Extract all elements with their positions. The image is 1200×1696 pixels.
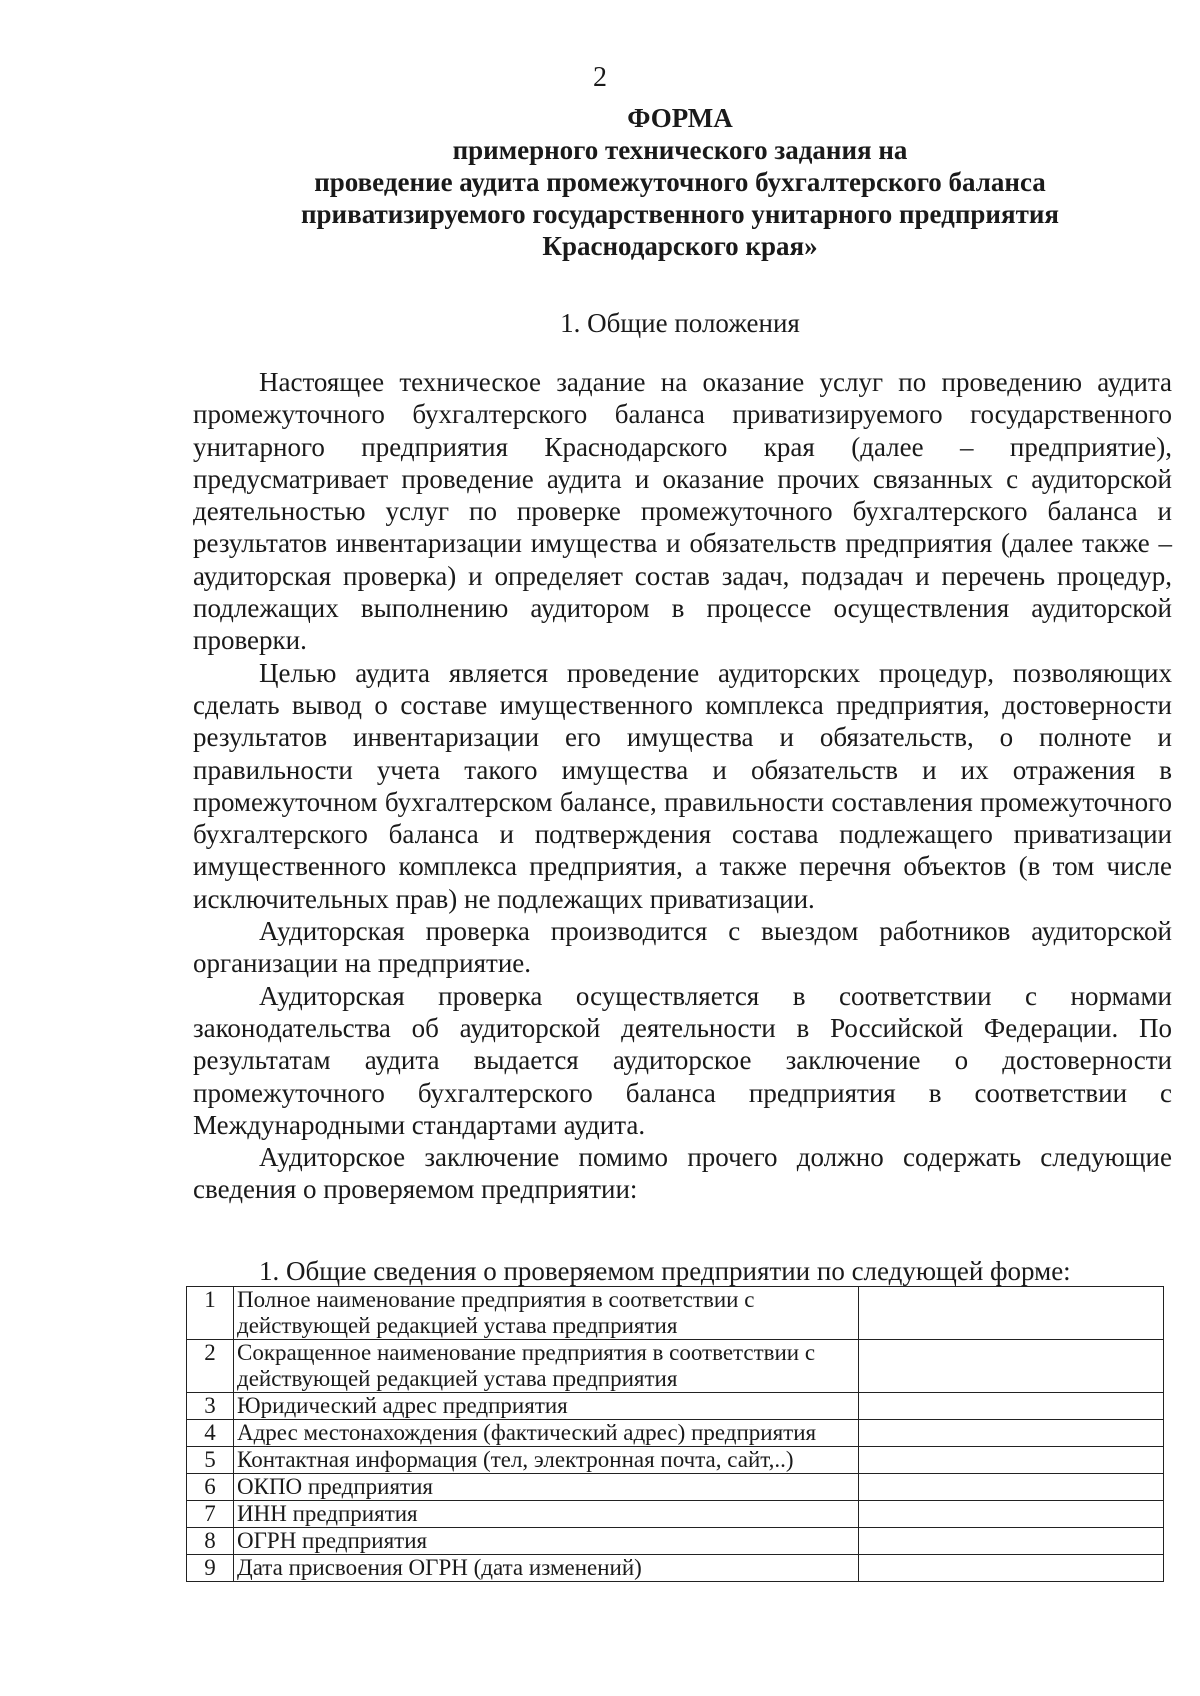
row-label: ОГРН предприятия [234, 1528, 859, 1555]
company-info-table [186, 1286, 1164, 1582]
table-row [187, 1555, 1164, 1582]
row-number: 2 [187, 1340, 234, 1393]
paragraph: Аудиторское заключение помимо прочего должно содержать следующие сведения о проверяемом предприятии: [193, 1142, 1172, 1205]
paragraph: Настоящее техническое задание на оказание услуг по проведению аудита промежуточного бухгалтерского баланса приватизируемого государственного унитарного предприятия Краснодарского края (далее – предприятие), предусматривает проведение аудита и оказание прочих связанных с аудиторской деятельностью услуг по проверке промежуточного бухгалтерского баланса и результатов инвентаризации имущества и обязательств предприятия (далее также – аудиторская проверка) и определяет состав задач, подзадач и перечень процедур, подлежащих выполнению аудитором в процессе осуществления аудиторской проверки. [193, 367, 1172, 656]
table-row [187, 1528, 1164, 1555]
table-row [187, 1447, 1164, 1474]
row-label: ОКПО предприятия [234, 1474, 859, 1501]
row-value [859, 1287, 1164, 1340]
row-value [859, 1340, 1164, 1393]
row-number: 6 [187, 1474, 234, 1501]
table-row [187, 1287, 1164, 1340]
table-row [187, 1420, 1164, 1447]
row-number: 3 [187, 1393, 234, 1420]
row-number: 5 [187, 1447, 234, 1474]
row-number: 1 [187, 1287, 234, 1340]
row-label: Юридический адрес предприятия [234, 1393, 859, 1420]
row-number: 9 [187, 1555, 234, 1582]
row-value [859, 1474, 1164, 1501]
row-value [859, 1501, 1164, 1528]
table-row [187, 1393, 1164, 1420]
row-label: Контактная информация (тел, электронная почта, сайт,..) [234, 1447, 859, 1474]
row-number: 7 [187, 1501, 234, 1528]
row-value [859, 1528, 1164, 1555]
row-value [859, 1447, 1164, 1474]
title-line-4: приватизируемого государственного унитарного предприятия [300, 199, 1060, 229]
row-label: Сокращенное наименование предприятия в соответствии с действующей редакцией устава предприятия [234, 1340, 859, 1393]
row-number: 4 [187, 1420, 234, 1447]
table-lead: 1. Общие сведения о проверяемом предприятии по следующей форме: [259, 1256, 1071, 1286]
body-text [193, 366, 1172, 1206]
row-label: Полное наименование предприятия в соответствии с действующей редакцией устава предприятия [234, 1287, 859, 1340]
paragraph: Целью аудита является проведение аудиторских процедур, позволяющих сделать вывод о составе имущественного комплекса предприятия, достоверности результатов инвентаризации его имущества и обязательств, о полноте и правильности учета такого имущества и обязательств и их отражения в промежуточном бухгалтерском балансе, правильности составления промежуточного бухгалтерского баланса и подтверждения состава подлежащего приватизации имущественного комплекса предприятия, а также перечня объектов (в том числе исключительных прав) не подлежащих приватизации. [193, 657, 1172, 914]
row-value [859, 1555, 1164, 1582]
table-row [187, 1501, 1164, 1528]
table-row [187, 1474, 1164, 1501]
section-heading: 1. Общие положения [560, 308, 800, 338]
row-number: 8 [187, 1528, 234, 1555]
row-value [859, 1420, 1164, 1447]
row-label: Дата присвоения ОГРН (дата изменений) [234, 1555, 859, 1582]
row-label: Адрес местонахождения (фактический адрес) предприятия [234, 1420, 859, 1447]
row-value [859, 1393, 1164, 1420]
row-label: ИНН предприятия [234, 1501, 859, 1528]
title-line-2: примерного технического задания на [452, 135, 908, 165]
title-line-3: проведение аудита промежуточного бухгалтерского баланса [314, 167, 1046, 197]
title-line-form: ФОРМА [627, 103, 733, 133]
page-number: 2 [593, 62, 607, 93]
title-line-5: Краснодарского края» [542, 231, 818, 261]
paragraph: Аудиторская проверка осуществляется в соответствии с нормами законодательства об аудиторской деятельности в Российской Федерации. По результатам аудита выдается аудиторское заключение о достоверности промежуточного бухгалтерского баланса предприятия в соответствии с Международными стандартами аудита. [193, 980, 1172, 1140]
paragraph: Аудиторская проверка производится с выездом работников аудиторской организации на предприятие. [193, 916, 1172, 979]
table-row [187, 1340, 1164, 1393]
